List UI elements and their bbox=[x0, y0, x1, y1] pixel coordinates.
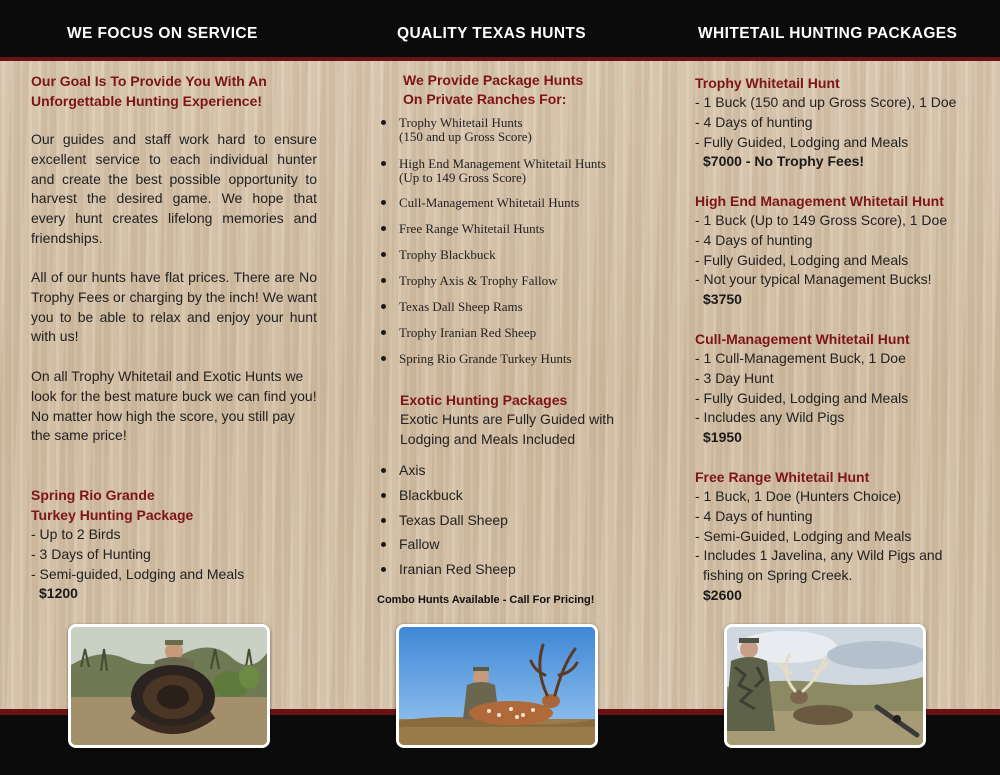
package-price: $7000 - No Trophy Fees! bbox=[703, 153, 865, 170]
hunt-name: Cull-Management Whitetail Hunts bbox=[399, 195, 580, 210]
package-line: - Fully Guided, Lodging and Meals bbox=[695, 251, 909, 268]
package-price: $3750 bbox=[703, 291, 742, 308]
hunt-name: Trophy Iranian Red Sheep bbox=[399, 325, 537, 340]
exotic-name: Texas Dall Sheep bbox=[399, 512, 508, 528]
package-line: - Not your typical Management Bucks! bbox=[695, 271, 932, 288]
exotic-list bbox=[381, 462, 651, 586]
package-high-end-management bbox=[695, 192, 985, 310]
bullet-icon bbox=[381, 356, 386, 361]
package-hunts-heading-line2: On Private Ranches For: bbox=[403, 91, 567, 107]
exotic-heading: Exotic Hunting Packages bbox=[400, 392, 568, 408]
bullet-icon bbox=[381, 304, 386, 309]
hunt-name: Free Range Whitetail Hunts bbox=[399, 221, 545, 236]
header-right: WHITETAIL HUNTING PACKAGES bbox=[698, 25, 958, 42]
header-left: WE FOCUS ON SERVICE bbox=[67, 25, 258, 42]
package-line: - 1 Buck (Up to 149 Gross Score), 1 Doe bbox=[695, 212, 948, 228]
package-line: - 3 Day Hunt bbox=[695, 369, 774, 386]
turkey-line: - Up to 2 Birds bbox=[31, 526, 121, 542]
whitetail-buck-photo bbox=[724, 624, 926, 748]
exotic-description-line1: Exotic Hunts are Fully Guided with bbox=[400, 411, 614, 427]
turkey-title-line2: Turkey Hunting Package bbox=[31, 507, 194, 523]
bullet-icon bbox=[381, 468, 386, 473]
mature-buck-paragraph: On all Trophy Whitetail and Exotic Hunts we look for the best mature buck we can find you! No matter how high the score, you still pay the same price! bbox=[31, 368, 317, 444]
goal-heading bbox=[31, 71, 317, 111]
package-line: - Fully Guided, Lodging and Meals bbox=[695, 133, 909, 150]
package-hunts-heading-line1: We Provide Package Hunts bbox=[403, 72, 584, 88]
list-item bbox=[381, 561, 651, 586]
exotic-name: Fallow bbox=[399, 536, 440, 552]
list-item bbox=[381, 300, 651, 326]
hunt-name: High End Management Whitetail Hunts bbox=[399, 156, 606, 171]
list-item bbox=[381, 248, 651, 274]
package-line: - 4 Days of hunting bbox=[695, 113, 813, 130]
bullet-icon bbox=[381, 278, 386, 283]
exotic-name: Axis bbox=[399, 462, 426, 478]
bullet-icon bbox=[381, 518, 386, 523]
package-line: - 1 Buck, 1 Doe (Hunters Choice) bbox=[695, 488, 902, 504]
header-accent-line bbox=[0, 57, 1000, 61]
list-item bbox=[381, 512, 651, 536]
list-item bbox=[381, 352, 651, 378]
turkey-hunter-photo bbox=[68, 624, 270, 748]
hunt-name: Spring Rio Grande Turkey Hunts bbox=[399, 351, 572, 366]
goal-heading-line1: Our Goal Is To Provide You With An bbox=[31, 73, 267, 89]
bullet-icon bbox=[381, 161, 386, 166]
turkey-line: - Semi-guided, Lodging and Meals bbox=[31, 565, 245, 582]
package-title: High End Management Whitetail Hunt bbox=[695, 193, 944, 209]
hunt-note: (Up to 149 Gross Score) bbox=[399, 170, 527, 185]
turkey-line: - 3 Days of Hunting bbox=[31, 545, 151, 562]
package-free-range bbox=[695, 468, 985, 606]
exotic-name: Blackbuck bbox=[399, 487, 463, 503]
list-item bbox=[381, 157, 651, 196]
package-line: - 4 Days of hunting bbox=[695, 507, 813, 524]
bullet-icon bbox=[381, 330, 386, 335]
list-item bbox=[381, 462, 651, 487]
exotic-description-line2: Lodging and Meals Included bbox=[400, 430, 576, 447]
exotic-name: Iranian Red Sheep bbox=[399, 561, 516, 577]
bullet-icon bbox=[381, 252, 386, 257]
flat-price-paragraph: All of our hunts have flat prices. There are No Trophy Fees or charging by the inch! We want you to be able to relax and enjoy your hunt with us! bbox=[31, 269, 317, 345]
bullet-icon bbox=[381, 542, 386, 547]
package-line: - 1 Cull-Management Buck, 1 Doe bbox=[695, 350, 906, 366]
hunt-name: Trophy Whitetail Hunts bbox=[399, 115, 523, 130]
axis-deer-photo bbox=[396, 624, 598, 748]
header-middle: QUALITY TEXAS HUNTS bbox=[397, 25, 587, 42]
list-item bbox=[381, 116, 651, 157]
package-hunts-heading bbox=[403, 71, 583, 109]
package-title: Free Range Whitetail Hunt bbox=[695, 469, 870, 485]
list-item bbox=[381, 487, 651, 512]
package-line: - Includes 1 Javelina, any Wild Pigs and bbox=[695, 547, 943, 564]
hunt-list bbox=[381, 116, 651, 378]
turkey-package bbox=[31, 485, 317, 604]
list-item bbox=[381, 536, 651, 561]
package-title: Trophy Whitetail Hunt bbox=[695, 75, 840, 91]
package-line: - 1 Buck (150 and up Gross Score), 1 Doe bbox=[695, 94, 957, 110]
package-line: - Semi-Guided, Lodging and Meals bbox=[695, 527, 912, 544]
list-item bbox=[381, 274, 651, 300]
goal-heading-line2: Unforgettable Hunting Experience! bbox=[31, 93, 263, 109]
bullet-icon bbox=[381, 567, 386, 572]
service-paragraph: Our guides and staff work hard to ensure excellent service to each individual hunter and create the best possible opportunity to harvest the desired game. We hope that every hunt creates lifelong memories and friendships. bbox=[31, 131, 317, 246]
bullet-icon bbox=[381, 120, 386, 125]
package-line: - Fully Guided, Lodging and Meals bbox=[695, 389, 909, 406]
turkey-price: $1200 bbox=[39, 585, 78, 602]
bullet-icon bbox=[381, 226, 386, 231]
package-cull-management bbox=[695, 330, 985, 448]
package-line: - Includes any Wild Pigs bbox=[695, 409, 845, 426]
hunt-name: Trophy Axis & Trophy Fallow bbox=[399, 273, 558, 288]
hunt-name: Texas Dall Sheep Rams bbox=[399, 299, 523, 314]
package-line: - 4 Days of hunting bbox=[695, 231, 813, 248]
package-trophy-whitetail bbox=[695, 74, 985, 172]
hunt-note: (150 and up Gross Score) bbox=[399, 129, 532, 144]
package-title: Cull-Management Whitetail Hunt bbox=[695, 331, 910, 347]
turkey-title-line1: Spring Rio Grande bbox=[31, 487, 155, 503]
list-item bbox=[381, 326, 651, 352]
hunt-name: Trophy Blackbuck bbox=[399, 247, 496, 262]
combo-hunts-note: Combo Hunts Available - Call For Pricing! bbox=[377, 594, 595, 606]
list-item bbox=[381, 196, 651, 222]
list-item bbox=[381, 222, 651, 248]
exotic-description bbox=[400, 410, 614, 450]
package-price: $2600 bbox=[703, 586, 742, 603]
package-line: fishing on Spring Creek. bbox=[703, 567, 853, 584]
bullet-icon bbox=[381, 493, 386, 498]
package-price: $1950 bbox=[703, 429, 742, 446]
bullet-icon bbox=[381, 200, 386, 205]
